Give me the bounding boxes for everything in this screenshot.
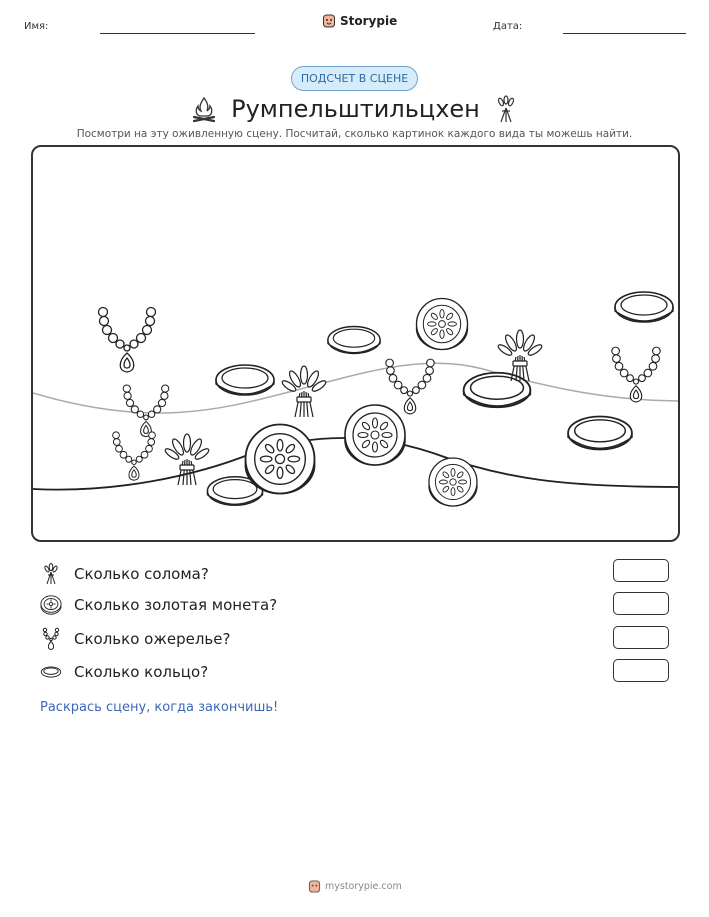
date-field[interactable] bbox=[563, 33, 686, 34]
scene-necklace bbox=[386, 359, 434, 414]
storypie-mascot-icon bbox=[308, 879, 321, 894]
scene-ring bbox=[216, 365, 274, 395]
scene-necklace bbox=[99, 308, 156, 373]
question-text: Сколько кольцо? bbox=[74, 663, 209, 681]
brand-name: Storypie bbox=[340, 14, 398, 28]
question-text: Сколько ожерелье? bbox=[74, 630, 231, 648]
scene-necklace bbox=[113, 432, 156, 480]
answer-box-necklace[interactable] bbox=[613, 626, 669, 649]
ring-icon bbox=[40, 661, 62, 683]
question-row-ring bbox=[40, 660, 208, 684]
answer-box-wheat[interactable] bbox=[613, 559, 669, 582]
title-row bbox=[0, 92, 709, 126]
scene-necklace bbox=[612, 347, 660, 402]
scene-coin bbox=[246, 425, 315, 494]
necklace-icon bbox=[40, 628, 62, 650]
scene-ring bbox=[568, 417, 632, 450]
scene-necklace bbox=[123, 385, 169, 437]
page-title: Румпельштильцхен bbox=[231, 95, 480, 123]
counting-scene bbox=[31, 145, 680, 542]
wheat-bundle-icon bbox=[494, 94, 518, 124]
storypie-mascot-icon bbox=[322, 13, 336, 29]
scene-coin bbox=[429, 458, 477, 506]
instructions: Посмотри на эту оживленную сцену. Посчитай, сколько картинок каждого вида ты можешь найти. bbox=[76, 128, 633, 140]
campfire-icon bbox=[191, 95, 217, 123]
name-label: Имя: bbox=[24, 21, 49, 32]
activity-badge: ПОДСЧЕТ В СЦЕНЕ bbox=[291, 66, 418, 91]
coin-icon bbox=[40, 594, 62, 616]
scene-wheat bbox=[281, 366, 328, 417]
footer-brand bbox=[308, 879, 402, 894]
scene-ring bbox=[328, 327, 380, 354]
question-text: Сколько золотая монета? bbox=[74, 596, 278, 614]
scene-ring bbox=[615, 292, 673, 322]
footer-url[interactable]: mystorypie.com bbox=[325, 881, 402, 892]
answer-box-coin[interactable] bbox=[613, 592, 669, 615]
scene-coin bbox=[417, 299, 468, 350]
wheat-icon bbox=[40, 563, 62, 585]
question-row-coin bbox=[40, 593, 277, 617]
question-text: Сколько солома? bbox=[74, 565, 209, 583]
name-field[interactable] bbox=[100, 33, 255, 34]
scene-coin bbox=[345, 405, 405, 465]
coloring-instruction: Раскрась сцену, когда закончишь! bbox=[40, 700, 279, 715]
answer-box-ring[interactable] bbox=[613, 659, 669, 682]
date-label: Дата: bbox=[493, 21, 523, 32]
question-row-necklace bbox=[40, 627, 230, 651]
question-row-wheat bbox=[40, 562, 209, 586]
brand-logo bbox=[322, 13, 397, 29]
scene-illustration bbox=[33, 147, 680, 542]
